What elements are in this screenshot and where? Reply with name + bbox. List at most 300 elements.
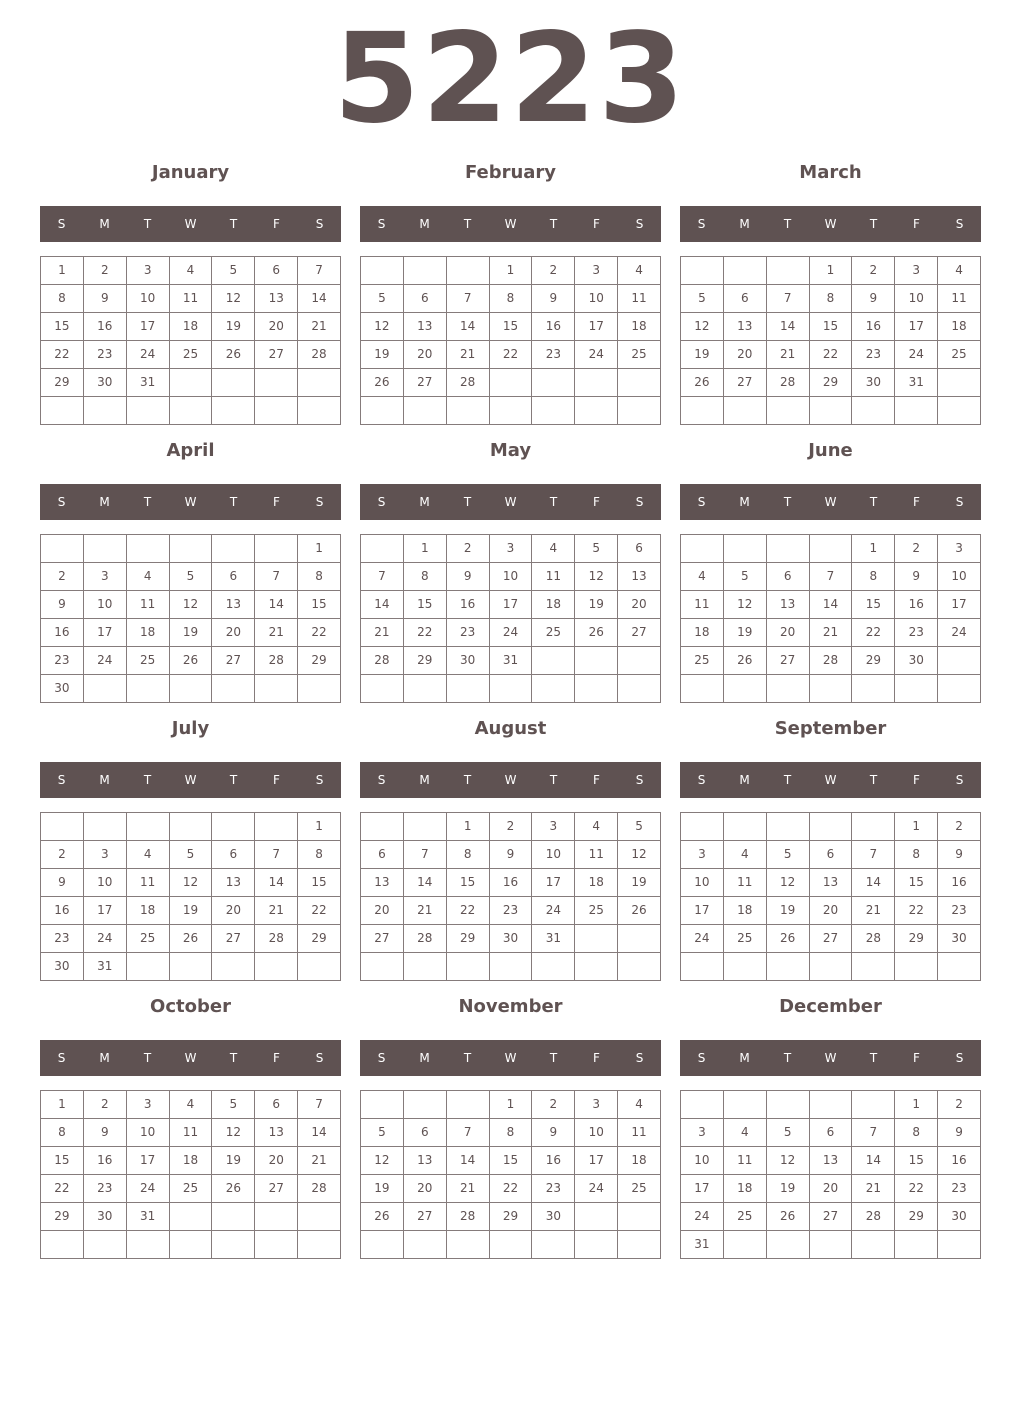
day-cell: 19 <box>681 341 724 369</box>
weekday-label: S <box>315 773 324 787</box>
empty-cell <box>170 397 213 425</box>
day-cell: 20 <box>361 897 404 925</box>
day-cell: 25 <box>170 1175 213 1203</box>
day-cell: 6 <box>404 1119 447 1147</box>
empty-cell <box>255 397 298 425</box>
weekday-label: S <box>315 217 324 231</box>
day-cell: 17 <box>938 591 981 619</box>
day-cell: 4 <box>724 841 767 869</box>
empty-cell <box>361 535 404 563</box>
day-cell: 3 <box>895 257 938 285</box>
day-cell: 1 <box>895 1091 938 1119</box>
day-cell: 3 <box>127 257 170 285</box>
day-cell: 5 <box>212 257 255 285</box>
day-cell: 19 <box>618 869 661 897</box>
day-cell: 24 <box>681 1203 724 1231</box>
empty-cell <box>298 1231 341 1259</box>
empty-cell <box>170 813 213 841</box>
day-cell: 23 <box>84 1175 127 1203</box>
empty-cell <box>810 397 853 425</box>
weekday-label: T <box>783 773 792 787</box>
day-cell: 13 <box>404 1147 447 1175</box>
empty-cell <box>575 953 618 981</box>
day-cell: 29 <box>810 369 853 397</box>
day-grid <box>680 256 981 425</box>
empty-cell <box>127 813 170 841</box>
day-cell: 9 <box>84 1119 127 1147</box>
day-cell: 17 <box>681 1175 724 1203</box>
day-cell: 25 <box>532 619 575 647</box>
day-cell: 11 <box>724 869 767 897</box>
day-cell: 19 <box>170 897 213 925</box>
empty-cell <box>575 647 618 675</box>
empty-cell <box>938 675 981 703</box>
day-cell: 19 <box>724 619 767 647</box>
empty-cell <box>361 813 404 841</box>
day-cell: 11 <box>170 285 213 313</box>
day-cell: 30 <box>532 1203 575 1231</box>
day-cell: 22 <box>490 341 533 369</box>
empty-cell <box>618 1203 661 1231</box>
day-cell: 28 <box>298 1175 341 1203</box>
weekday-label: S <box>697 1051 706 1065</box>
empty-cell <box>810 1091 853 1119</box>
day-cell: 27 <box>212 925 255 953</box>
weekday-label: T <box>463 1051 472 1065</box>
empty-cell <box>938 647 981 675</box>
weekday-label: M <box>739 773 750 787</box>
day-cell: 12 <box>361 1147 404 1175</box>
day-cell: 19 <box>767 1175 810 1203</box>
day-cell: 10 <box>127 285 170 313</box>
day-cell: 26 <box>212 1175 255 1203</box>
day-cell: 3 <box>532 813 575 841</box>
empty-cell <box>618 1231 661 1259</box>
day-cell: 21 <box>255 897 298 925</box>
day-cell: 26 <box>361 1203 404 1231</box>
day-cell: 23 <box>41 925 84 953</box>
day-cell: 26 <box>618 897 661 925</box>
day-cell: 22 <box>41 1175 84 1203</box>
empty-cell <box>724 1231 767 1259</box>
day-cell: 9 <box>532 285 575 313</box>
day-cell: 4 <box>575 813 618 841</box>
day-cell: 6 <box>724 285 767 313</box>
weekday-label: M <box>99 495 110 509</box>
weekday-label: S <box>697 495 706 509</box>
day-cell: 12 <box>767 1147 810 1175</box>
day-cell: 25 <box>575 897 618 925</box>
empty-cell <box>575 675 618 703</box>
day-cell: 1 <box>298 535 341 563</box>
month-january <box>40 156 341 426</box>
weekday-label: T <box>463 495 472 509</box>
day-cell: 16 <box>490 869 533 897</box>
day-cell: 23 <box>895 619 938 647</box>
day-cell: 6 <box>810 1119 853 1147</box>
day-cell: 8 <box>810 285 853 313</box>
day-cell: 21 <box>810 619 853 647</box>
empty-cell <box>938 953 981 981</box>
day-cell: 8 <box>447 841 490 869</box>
day-cell: 12 <box>575 563 618 591</box>
day-cell: 26 <box>170 925 213 953</box>
day-cell: 24 <box>490 619 533 647</box>
day-cell: 10 <box>84 591 127 619</box>
empty-cell <box>767 1231 810 1259</box>
empty-cell <box>447 1231 490 1259</box>
day-cell: 13 <box>810 869 853 897</box>
empty-cell <box>681 675 724 703</box>
day-cell: 13 <box>724 313 767 341</box>
empty-cell <box>255 813 298 841</box>
empty-cell <box>490 675 533 703</box>
empty-cell <box>404 1231 447 1259</box>
day-cell: 12 <box>361 313 404 341</box>
day-cell: 14 <box>361 591 404 619</box>
day-cell: 31 <box>895 369 938 397</box>
day-grid <box>360 1090 661 1259</box>
day-cell: 10 <box>681 1147 724 1175</box>
empty-cell <box>255 675 298 703</box>
day-cell: 7 <box>404 841 447 869</box>
day-cell: 25 <box>127 925 170 953</box>
weekday-label: S <box>377 773 386 787</box>
day-cell: 4 <box>938 257 981 285</box>
day-cell: 3 <box>490 535 533 563</box>
day-cell: 30 <box>41 953 84 981</box>
day-cell: 31 <box>127 1203 170 1231</box>
day-cell: 14 <box>255 591 298 619</box>
day-cell: 7 <box>767 285 810 313</box>
empty-cell <box>810 675 853 703</box>
day-cell: 27 <box>767 647 810 675</box>
empty-cell <box>41 397 84 425</box>
month-march <box>680 156 981 426</box>
empty-cell <box>212 369 255 397</box>
day-cell: 30 <box>41 675 84 703</box>
day-cell: 29 <box>895 1203 938 1231</box>
day-cell: 24 <box>532 897 575 925</box>
empty-cell <box>575 1203 618 1231</box>
empty-cell <box>404 1091 447 1119</box>
day-cell: 16 <box>532 313 575 341</box>
empty-cell <box>361 257 404 285</box>
month-name: June <box>808 440 853 461</box>
empty-cell <box>490 369 533 397</box>
day-cell: 7 <box>298 1091 341 1119</box>
day-cell: 3 <box>938 535 981 563</box>
weekday-label: T <box>783 217 792 231</box>
day-cell: 7 <box>361 563 404 591</box>
day-cell: 3 <box>84 563 127 591</box>
day-cell: 28 <box>852 1203 895 1231</box>
day-cell: 29 <box>298 925 341 953</box>
day-cell: 3 <box>575 1091 618 1119</box>
weekday-header <box>680 762 981 798</box>
weekday-label: W <box>184 217 197 231</box>
day-cell: 18 <box>618 313 661 341</box>
empty-cell <box>298 397 341 425</box>
day-cell: 12 <box>212 285 255 313</box>
day-cell: 13 <box>767 591 810 619</box>
day-cell: 27 <box>361 925 404 953</box>
empty-cell <box>490 397 533 425</box>
day-cell: 12 <box>170 591 213 619</box>
weekday-label: S <box>315 1051 324 1065</box>
weekday-label: T <box>143 1051 152 1065</box>
day-cell: 24 <box>84 925 127 953</box>
day-cell: 15 <box>404 591 447 619</box>
day-cell: 31 <box>127 369 170 397</box>
day-cell: 26 <box>681 369 724 397</box>
day-cell: 21 <box>447 1175 490 1203</box>
weekday-label: S <box>955 1051 964 1065</box>
day-cell: 20 <box>404 1175 447 1203</box>
day-cell: 16 <box>447 591 490 619</box>
month-name: October <box>150 996 231 1017</box>
day-cell: 5 <box>170 563 213 591</box>
day-cell: 18 <box>938 313 981 341</box>
day-cell: 26 <box>361 369 404 397</box>
day-cell: 23 <box>84 341 127 369</box>
weekday-label: W <box>824 217 837 231</box>
day-cell: 21 <box>447 341 490 369</box>
empty-cell <box>212 397 255 425</box>
day-cell: 14 <box>767 313 810 341</box>
day-cell: 29 <box>895 925 938 953</box>
day-cell: 22 <box>810 341 853 369</box>
day-cell: 16 <box>41 897 84 925</box>
empty-cell <box>298 369 341 397</box>
day-cell: 28 <box>255 647 298 675</box>
empty-cell <box>361 1091 404 1119</box>
empty-cell <box>447 257 490 285</box>
empty-cell <box>681 535 724 563</box>
day-cell: 4 <box>618 1091 661 1119</box>
day-cell: 24 <box>127 341 170 369</box>
weekday-label: M <box>419 217 430 231</box>
weekday-label: S <box>697 773 706 787</box>
day-cell: 21 <box>298 1147 341 1175</box>
weekday-label: F <box>913 773 920 787</box>
weekday-header <box>40 762 341 798</box>
day-cell: 15 <box>490 1147 533 1175</box>
weekday-header <box>680 1040 981 1076</box>
empty-cell <box>575 369 618 397</box>
day-cell: 27 <box>212 647 255 675</box>
day-cell: 26 <box>170 647 213 675</box>
day-cell: 5 <box>361 1119 404 1147</box>
empty-cell <box>361 397 404 425</box>
day-cell: 19 <box>361 341 404 369</box>
day-grid <box>360 812 661 981</box>
day-cell: 21 <box>255 619 298 647</box>
day-cell: 31 <box>681 1231 724 1259</box>
empty-cell <box>895 1231 938 1259</box>
empty-cell <box>724 535 767 563</box>
day-cell: 6 <box>255 257 298 285</box>
empty-cell <box>575 397 618 425</box>
day-cell: 16 <box>938 1147 981 1175</box>
weekday-label: S <box>697 217 706 231</box>
weekday-label: F <box>273 773 280 787</box>
day-cell: 14 <box>852 1147 895 1175</box>
day-cell: 15 <box>895 869 938 897</box>
day-cell: 18 <box>127 897 170 925</box>
day-cell: 13 <box>212 869 255 897</box>
empty-cell <box>724 813 767 841</box>
day-cell: 20 <box>810 1175 853 1203</box>
day-cell: 26 <box>724 647 767 675</box>
empty-cell <box>170 953 213 981</box>
weekday-label: S <box>635 495 644 509</box>
day-cell: 22 <box>298 897 341 925</box>
empty-cell <box>618 925 661 953</box>
day-cell: 8 <box>852 563 895 591</box>
day-cell: 8 <box>404 563 447 591</box>
empty-cell <box>938 369 981 397</box>
day-cell: 22 <box>852 619 895 647</box>
day-cell: 9 <box>938 841 981 869</box>
day-cell: 29 <box>852 647 895 675</box>
weekday-label: F <box>913 1051 920 1065</box>
empty-cell <box>404 675 447 703</box>
empty-cell <box>724 953 767 981</box>
day-cell: 29 <box>41 369 84 397</box>
day-cell: 13 <box>810 1147 853 1175</box>
day-cell: 2 <box>852 257 895 285</box>
day-grid <box>680 812 981 981</box>
empty-cell <box>298 1203 341 1231</box>
day-cell: 12 <box>212 1119 255 1147</box>
day-cell: 10 <box>84 869 127 897</box>
day-cell: 10 <box>575 285 618 313</box>
day-cell: 2 <box>84 1091 127 1119</box>
day-cell: 20 <box>810 897 853 925</box>
month-name: August <box>474 718 547 739</box>
weekday-label: S <box>315 495 324 509</box>
empty-cell <box>41 1231 84 1259</box>
day-cell: 23 <box>41 647 84 675</box>
weekday-label: M <box>99 217 110 231</box>
empty-cell <box>767 397 810 425</box>
weekday-label: W <box>504 1051 517 1065</box>
empty-cell <box>447 953 490 981</box>
day-cell: 5 <box>361 285 404 313</box>
weekday-label: S <box>635 1051 644 1065</box>
day-cell: 17 <box>532 869 575 897</box>
day-cell: 30 <box>895 647 938 675</box>
day-cell: 28 <box>404 925 447 953</box>
day-cell: 9 <box>895 563 938 591</box>
day-cell: 8 <box>298 563 341 591</box>
day-cell: 20 <box>618 591 661 619</box>
day-cell: 20 <box>767 619 810 647</box>
empty-cell <box>852 675 895 703</box>
weekday-label: W <box>824 495 837 509</box>
empty-cell <box>532 647 575 675</box>
day-cell: 5 <box>681 285 724 313</box>
day-cell: 23 <box>938 1175 981 1203</box>
day-cell: 25 <box>938 341 981 369</box>
day-cell: 4 <box>681 563 724 591</box>
day-cell: 9 <box>41 869 84 897</box>
day-cell: 20 <box>212 897 255 925</box>
weekday-header <box>360 1040 661 1076</box>
day-cell: 3 <box>575 257 618 285</box>
empty-cell <box>724 1091 767 1119</box>
day-cell: 18 <box>724 897 767 925</box>
day-cell: 1 <box>852 535 895 563</box>
empty-cell <box>575 1231 618 1259</box>
weekday-label: T <box>549 1051 558 1065</box>
day-cell: 26 <box>767 925 810 953</box>
day-cell: 13 <box>361 869 404 897</box>
day-cell: 14 <box>852 869 895 897</box>
day-cell: 7 <box>255 841 298 869</box>
day-cell: 22 <box>298 619 341 647</box>
day-cell: 26 <box>212 341 255 369</box>
empty-cell <box>490 1231 533 1259</box>
day-cell: 2 <box>938 813 981 841</box>
empty-cell <box>767 675 810 703</box>
day-cell: 8 <box>490 285 533 313</box>
day-cell: 4 <box>127 563 170 591</box>
weekday-label: W <box>824 773 837 787</box>
month-december <box>680 990 981 1260</box>
day-cell: 4 <box>724 1119 767 1147</box>
empty-cell <box>681 397 724 425</box>
month-august <box>360 712 661 982</box>
empty-cell <box>767 813 810 841</box>
day-cell: 1 <box>895 813 938 841</box>
day-cell: 24 <box>127 1175 170 1203</box>
empty-cell <box>212 675 255 703</box>
day-cell: 28 <box>361 647 404 675</box>
weekday-label: S <box>635 217 644 231</box>
day-cell: 11 <box>681 591 724 619</box>
day-cell: 31 <box>490 647 533 675</box>
day-cell: 10 <box>127 1119 170 1147</box>
empty-cell <box>361 953 404 981</box>
day-cell: 6 <box>618 535 661 563</box>
day-cell: 7 <box>852 841 895 869</box>
day-cell: 9 <box>490 841 533 869</box>
day-cell: 17 <box>575 1147 618 1175</box>
day-cell: 11 <box>618 1119 661 1147</box>
weekday-label: M <box>739 495 750 509</box>
day-cell: 6 <box>767 563 810 591</box>
weekday-label: T <box>869 217 878 231</box>
day-cell: 17 <box>84 619 127 647</box>
empty-cell <box>404 953 447 981</box>
day-cell: 17 <box>127 1147 170 1175</box>
day-cell: 24 <box>681 925 724 953</box>
day-cell: 9 <box>84 285 127 313</box>
day-cell: 7 <box>447 1119 490 1147</box>
day-cell: 21 <box>852 1175 895 1203</box>
day-cell: 10 <box>938 563 981 591</box>
empty-cell <box>41 813 84 841</box>
day-cell: 6 <box>810 841 853 869</box>
weekday-label: F <box>593 1051 600 1065</box>
empty-cell <box>212 1231 255 1259</box>
month-name: January <box>151 162 230 183</box>
day-cell: 9 <box>41 591 84 619</box>
weekday-label: F <box>913 495 920 509</box>
empty-cell <box>490 953 533 981</box>
